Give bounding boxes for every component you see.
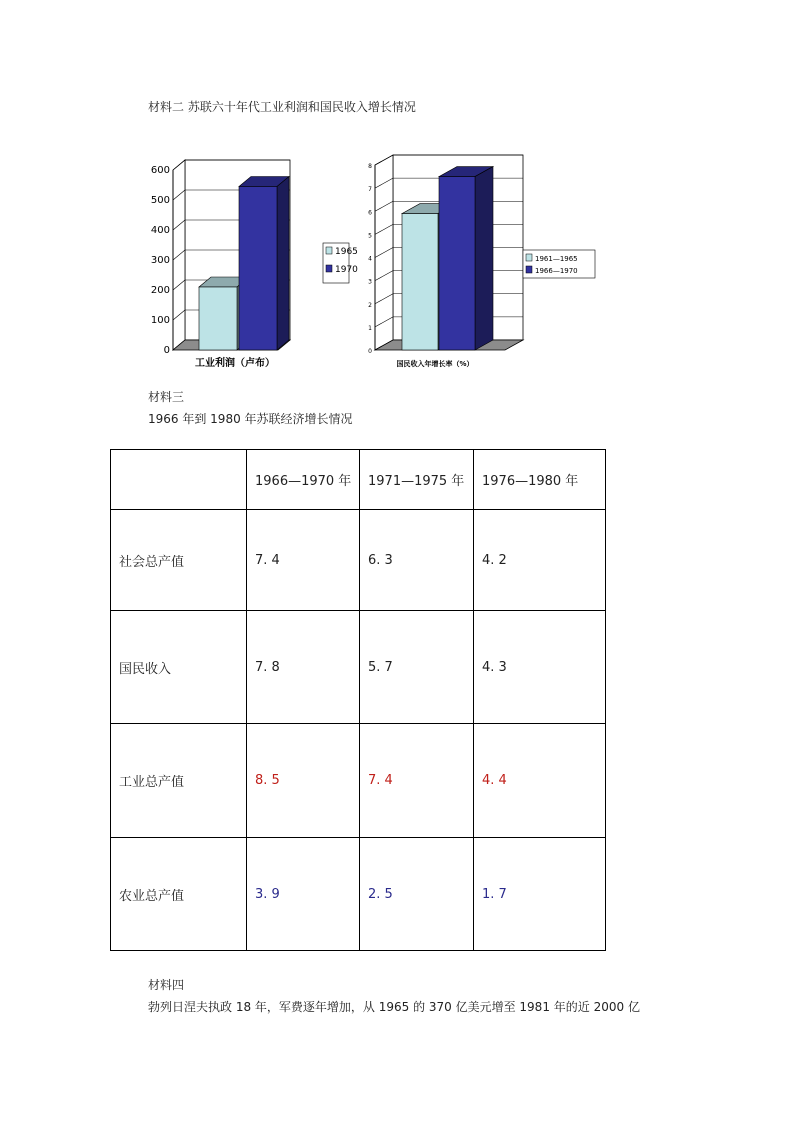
- bar-side: [475, 167, 493, 350]
- y-tick-label: 200: [150, 285, 170, 296]
- y-tick-label: 8: [368, 163, 372, 170]
- legend-swatch: [326, 265, 332, 272]
- table-header-cell: [111, 450, 247, 510]
- y-tick-label: 600: [150, 165, 170, 176]
- table-cell: 2. 5: [360, 838, 474, 951]
- table-cell: 4. 2: [474, 510, 606, 611]
- y-tick-label: 6: [368, 209, 372, 217]
- table-cell: 3. 9: [247, 838, 360, 951]
- bar-2: [239, 187, 277, 351]
- x-axis-label: 国民收入年增长率（%）: [396, 360, 474, 368]
- bar-side: [277, 177, 289, 351]
- table-cell: 6. 3: [360, 510, 474, 611]
- legend-swatch: [326, 247, 332, 254]
- y-tick-label: 0: [163, 345, 170, 356]
- growth-table: [110, 449, 606, 951]
- table-header-cell: 1976—1980 年: [474, 450, 606, 510]
- y-tick-label: 5: [368, 232, 372, 240]
- table-cell: 5. 7: [360, 611, 474, 724]
- material3-heading: 材料三: [148, 390, 185, 404]
- legend-label: 1965: [335, 247, 358, 257]
- material2-heading: 材料二 苏联六十年代工业利润和国民收入增长情况: [148, 100, 416, 114]
- table-row: [111, 838, 606, 951]
- material3-subtitle: 1966 年到 1980 年苏联经济增长情况: [148, 412, 353, 426]
- y-tick-label: 3: [368, 278, 372, 286]
- bar-1: [199, 287, 237, 350]
- y-tick-label: 100: [150, 315, 170, 326]
- table-header-cell: 1971—1975 年: [360, 450, 474, 510]
- table-cell: 7. 8: [247, 611, 360, 724]
- row-label: 社会总产值: [111, 510, 247, 611]
- table-cell: 8. 5: [247, 724, 360, 838]
- row-label: 农业总产值: [111, 838, 247, 951]
- legend-label: 1966—1970: [535, 267, 578, 275]
- y-tick-label: 2: [368, 301, 372, 309]
- national-income-chart: [355, 150, 655, 380]
- material4-heading: 材料四: [148, 978, 185, 992]
- table-header-row: [111, 450, 606, 510]
- table-cell: 7. 4: [247, 510, 360, 611]
- y-tick-label: 500: [150, 195, 170, 206]
- y-tick-label: 7: [368, 186, 372, 194]
- table-row: [111, 724, 606, 838]
- material4-text: 勃列日涅夫执政 18 年，军费逐年增加，从 1965 的 370 亿美元增至 1981 年的近 2000 亿: [148, 1000, 640, 1014]
- bar-1: [402, 214, 438, 350]
- y-tick-label: 0: [368, 348, 372, 355]
- row-label: 国民收入: [111, 611, 247, 724]
- legend-swatch: [526, 254, 532, 261]
- legend-label: 1961—1965: [535, 255, 578, 263]
- table-cell: 1. 7: [474, 838, 606, 951]
- x-axis-label: 工业利润（卢布）: [195, 358, 275, 369]
- table-row: [111, 510, 606, 611]
- y-tick-label: 400: [150, 225, 170, 236]
- table-cell: 7. 4: [360, 724, 474, 838]
- table-cell: 4. 3: [474, 611, 606, 724]
- legend-label: 1970: [335, 265, 358, 275]
- table-row: [111, 611, 606, 724]
- y-tick-label: 4: [368, 255, 372, 263]
- bar-2: [439, 177, 475, 350]
- row-label: 工业总产值: [111, 724, 247, 838]
- table-cell: 4. 4: [474, 724, 606, 838]
- y-tick-label: 1: [368, 324, 372, 332]
- legend-swatch: [526, 266, 532, 273]
- table-header-cell: 1966—1970 年: [247, 450, 360, 510]
- y-tick-label: 300: [150, 255, 170, 266]
